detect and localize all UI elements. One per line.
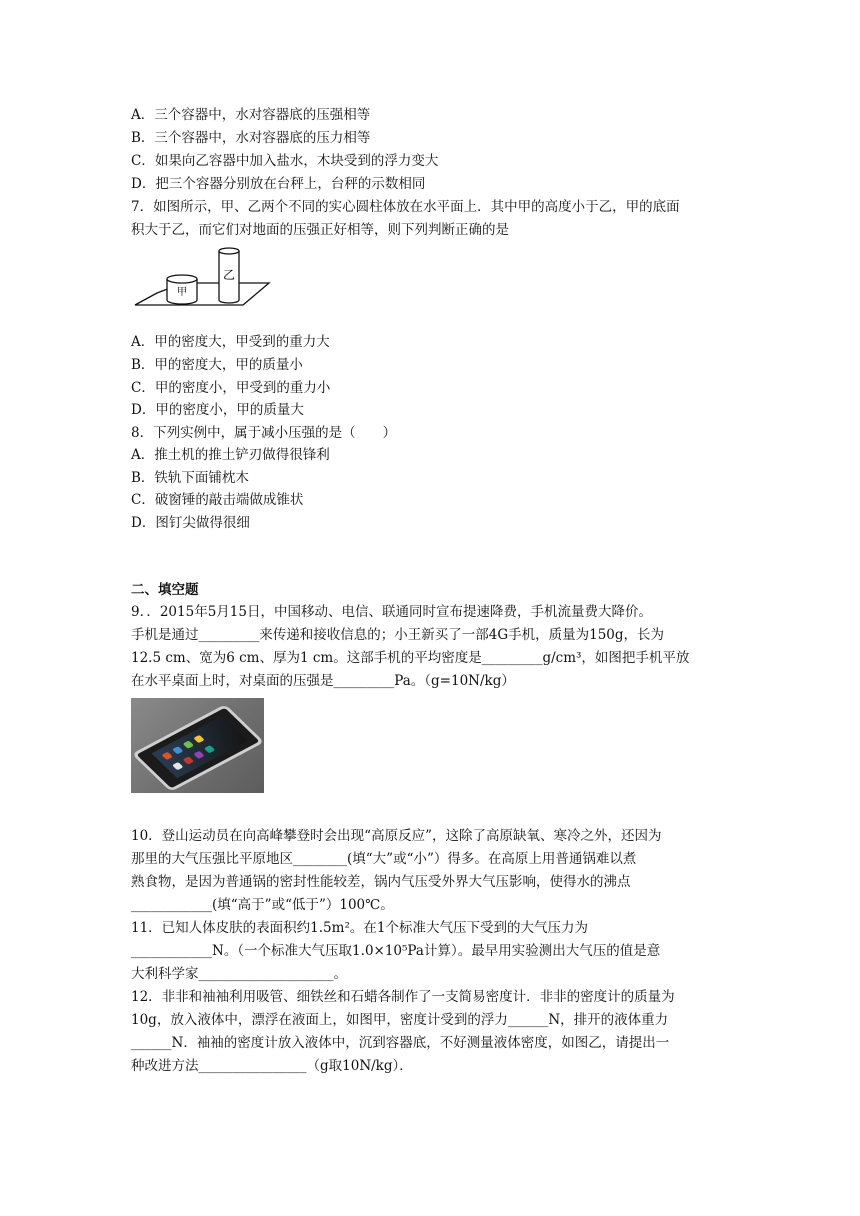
line-q8-b: B．铁轨下面铺枕木: [131, 470, 249, 486]
line-q9-4: 在水平桌面上时，对桌面的压强是_________Pa。（g=10N/kg）: [131, 673, 515, 689]
line-q7-d: D．甲的密度小，甲的质量大: [131, 402, 304, 418]
app-icon: [161, 752, 172, 760]
line-q12-2: 10g，放入液体中，漂浮在液面上，如图甲，密度计受到的浮力______N，排开的液体重力: [131, 1012, 669, 1028]
line-q7-b: B．甲的密度大，甲的质量小: [131, 357, 303, 373]
line-q8-a: A．推土机的推土铲刃做得很锋利: [131, 447, 330, 463]
line-q6-a: A．三个容器中，水对容器底的压强相等: [131, 107, 371, 123]
line-q6-d: D．把三个容器分别放在台秤上，台秤的示数相同: [131, 176, 426, 192]
line-q7-a: A．甲的密度大，甲受到的重力大: [131, 334, 330, 350]
line-q7-stem-1: 7．如图所示，甲、乙两个不同的实心圆柱体放在水平面上．其中甲的高度小于乙，甲的底面: [131, 199, 680, 215]
app-icon: [172, 746, 183, 754]
line-q12-3: ______N．袖袖的密度计放入液体中，沉到容器底，不好测量液体密度，如图乙，请提出一: [131, 1035, 670, 1051]
line-q12-1: 12．非非和袖袖利用吸管、细铁丝和石蜡各制作了一支简易密度计．非非的密度计的质量为: [131, 989, 675, 1005]
label-yi: 乙: [222, 268, 236, 282]
line-q9-2: 手机是通过_________来传递和接收信息的；小王新买了一部4G手机，质量为150g，长为: [131, 627, 665, 643]
line-q12-4: 种改进方法________________（g取10N/kg）．: [131, 1058, 413, 1074]
line-q7-stem-2: 积大于乙，而它们对地面的压强正好相等，则下列判断正确的是: [131, 222, 509, 238]
app-icon: [183, 740, 194, 748]
line-q8-d: D．图钉尖做得很细: [131, 515, 250, 531]
section-heading-fill-in: 二、填空题: [131, 582, 199, 598]
line-q8-stem: 8．下列实例中，属于减小压强的是（ ）: [131, 425, 397, 441]
line-q10-1: 10．登山运动员在向高峰攀登时会出现“高原反应”，这除了高原缺氧、寒冷之外，还因为: [131, 828, 662, 844]
phone-body: [132, 704, 264, 792]
line-q9-1: 9．．2015年5月15日，中国移动、电信、联通同时宣布提速降费，手机流量费大降价。: [131, 604, 652, 620]
cylinder-yi: [219, 248, 239, 303]
app-icon: [204, 745, 215, 753]
line-q11-3: 大利科学家____________________。: [131, 966, 347, 982]
line-q7-c: C．甲的密度小，甲受到的重力小: [131, 380, 331, 396]
app-icon: [193, 735, 204, 743]
line-q10-4: ____________(填“高于”或“低于”）100℃。: [131, 897, 394, 913]
line-q6-b: B．三个容器中，水对容器底的压力相等: [131, 130, 371, 146]
phone-photo: [131, 698, 264, 793]
cylinder-jia: [167, 275, 197, 304]
ground-plane: [135, 283, 269, 305]
app-icon: [172, 762, 183, 770]
line-q11-2: ____________N。（一个标准大气压取1.0×10⁵Pa计算）。最早用实验测出大气压的值是意: [131, 943, 661, 959]
app-icon: [183, 756, 194, 764]
cylinders-figure: [131, 243, 271, 313]
line-q10-2: 那里的大气压强比平原地区________(填“大”或“小”）得多。在高原上用普通锅难以煮: [131, 851, 637, 867]
label-jia: 甲: [177, 287, 187, 298]
phone-screen: [152, 716, 248, 778]
line-q9-3: 12.5 cm、宽为6 cm、厚为1 cm。这部手机的平均密度是_________g/cm³，如图把手机平放: [131, 650, 690, 666]
app-icon: [193, 751, 204, 759]
line-q8-c: C．破窗锤的敲击端做成锥状: [131, 492, 304, 508]
line-q10-3: 熟食物，是因为普通锅的密封性能较差，锅内气压受外界大气压影响，使得水的沸点: [131, 874, 631, 890]
line-q6-c: C．如果向乙容器中加入盐水，木块受到的浮力变大: [131, 153, 439, 169]
line-q11-1: 11．已知人体皮肤的表面积约1.5m²。在1个标准大气压下受到的大气压力为: [131, 920, 588, 936]
